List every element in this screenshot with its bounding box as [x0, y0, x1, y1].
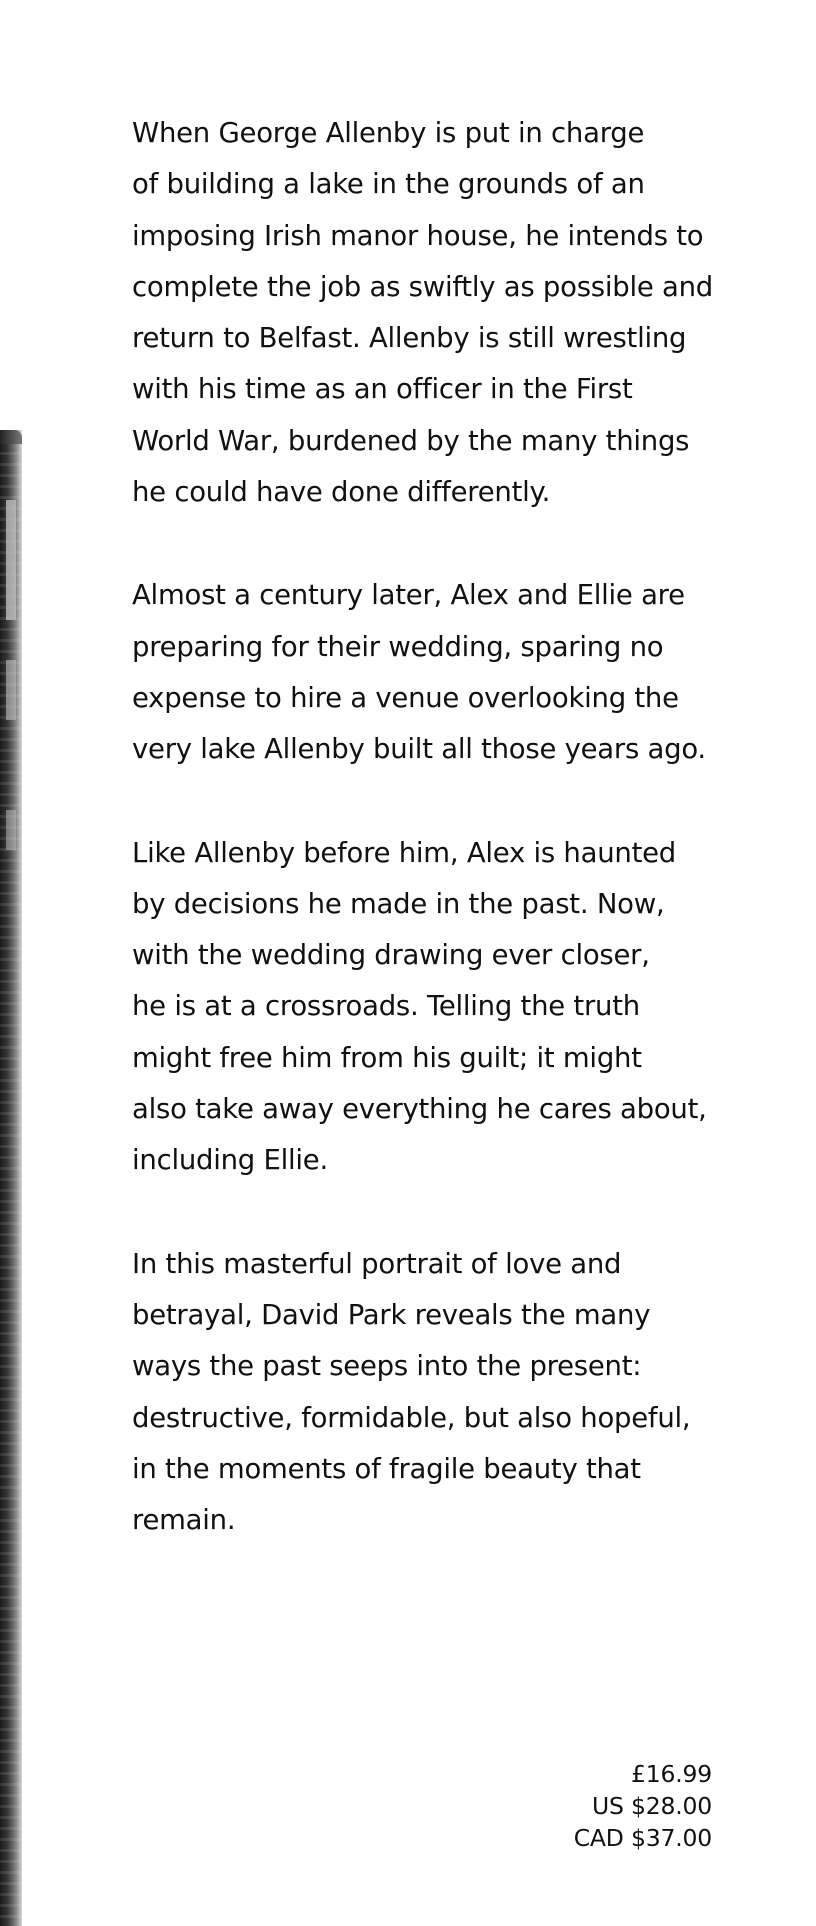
- blurb-paragraph: [132, 108, 752, 518]
- blurb-line: betrayal, David Park reveals the many: [132, 1298, 651, 1331]
- blurb-line: return to Belfast. Allenby is still wrestling: [132, 322, 687, 355]
- blurb-line: he is at a crossroads. Telling the truth: [132, 990, 640, 1023]
- blurb-line: he could have done differently.: [132, 476, 551, 509]
- cover-photo-edge: [0, 430, 22, 1926]
- price-gbp: £16.99: [630, 1760, 712, 1788]
- blurb-line: also take away everything he cares about,: [132, 1093, 707, 1126]
- blurb-line: World War, burdened by the many things: [132, 424, 690, 457]
- blurb-paragraph: [132, 828, 752, 1187]
- cover-photo-edge-top: [0, 430, 22, 444]
- blurb-paragraph: [132, 570, 752, 775]
- blurb-line: with the wedding drawing ever closer,: [132, 939, 650, 972]
- blurb-line: expense to hire a venue overlooking the: [132, 681, 679, 714]
- blurb-line: with his time as an officer in the First: [132, 373, 633, 406]
- blurb-line: very lake Allenby built all those years ago.: [132, 733, 706, 766]
- blurb-line: imposing Irish manor house, he intends to: [132, 219, 704, 252]
- blurb-line: ways the past seeps into the present:: [132, 1350, 642, 1383]
- cover-photo-highlight: [6, 660, 16, 720]
- blurb-paragraph: [132, 1239, 752, 1547]
- blurb-text: [132, 108, 752, 1598]
- blurb-line: preparing for their wedding, sparing no: [132, 630, 664, 663]
- blurb-line: Almost a century later, Alex and Ellie are: [132, 579, 685, 612]
- blurb-line: destructive, formidable, but also hopeful,: [132, 1401, 691, 1434]
- price-cad: CAD $37.00: [573, 1824, 712, 1852]
- blurb-line: by decisions he made in the past. Now,: [132, 887, 665, 920]
- blurb-line: In this masterful portrait of love and: [132, 1247, 622, 1280]
- blurb-line: including Ellie.: [132, 1144, 328, 1177]
- blurb-line: remain.: [132, 1504, 236, 1537]
- price-usd: US $28.00: [591, 1792, 712, 1820]
- cover-photo-highlight: [6, 810, 16, 850]
- blurb-line: in the moments of fragile beauty that: [132, 1452, 641, 1485]
- blurb-line: might free him from his guilt; it might: [132, 1041, 642, 1074]
- blurb-line: complete the job as swiftly as possible and: [132, 270, 713, 303]
- blurb-line: Like Allenby before him, Alex is haunted: [132, 836, 676, 869]
- cover-photo-highlight: [6, 500, 16, 620]
- blurb-line: of building a lake in the grounds of an: [132, 168, 645, 201]
- blurb-line: When George Allenby is put in charge: [132, 117, 645, 149]
- price-block: [574, 1758, 712, 1854]
